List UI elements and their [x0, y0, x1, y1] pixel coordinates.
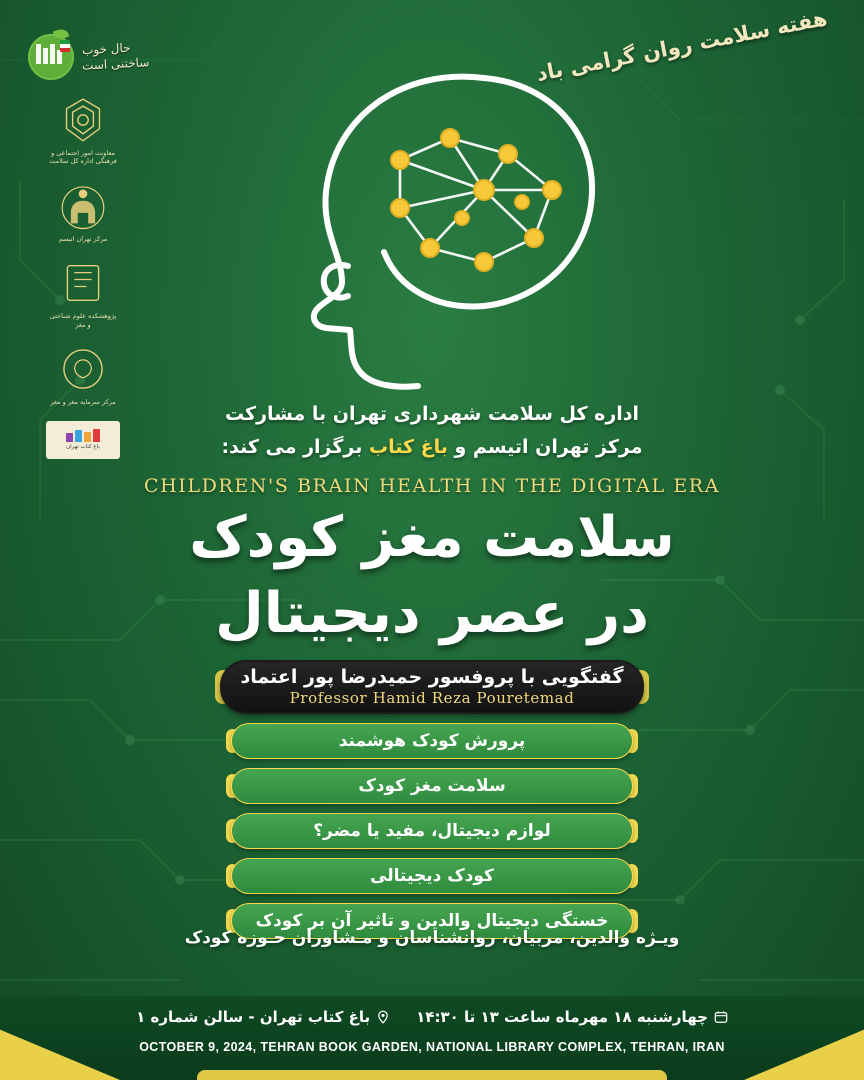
brand-slogan-line1: حال خوب [81, 40, 131, 58]
speaker-name-fa: گفتگویی با پروفسور حمیدرضا پور اعتماد [240, 665, 624, 688]
brand-slogan-line2: ساختنی است [81, 55, 150, 73]
footer-venue [136, 1008, 390, 1026]
organizer-lines [0, 398, 864, 465]
title-farsi [0, 500, 864, 651]
book-garden-caption: باغ کتاب تهران [66, 444, 100, 451]
autism-center-emblem-icon [57, 180, 109, 232]
speaker-name-en: Professor Hamid Reza Pouretemad [289, 689, 575, 708]
organizer-line-2c: برگزار می کند: [221, 436, 369, 459]
title-english: CHILDREN'S BRAIN HEALTH IN THE DIGITAL ERA [143, 475, 721, 497]
tehran-municipality-health-logo [49, 94, 117, 166]
shahid-beheshti-university-logo [49, 257, 117, 329]
list-item: کودک دیجیتالی [231, 858, 633, 894]
footer-bar [0, 996, 864, 1080]
logo-caption: مرکز تهران اتیسم [58, 234, 108, 243]
organizer-line-1: اداره کل سلامت شهرداری تهران با مشارکت [224, 403, 640, 425]
apple-health-icon [28, 34, 74, 80]
list-item: پرورش کودک هوشمند [231, 723, 633, 759]
leaf-icon [53, 27, 70, 41]
iran-flag-icon [60, 40, 70, 52]
footer-english-line: OCTOBER 9, 2024, TEHRAN BOOK GARDEN, NATIONAL LIBRARY COMPLEX, TEHRAN, IRAN [139, 1040, 725, 1054]
logo-caption: معاونت امور اجتماعی و فرهنگی اداره کل سلامت [49, 149, 117, 166]
brain-center-emblem-icon [57, 343, 109, 395]
audience-note: ویـژه والدین، مربیان، روانشناسان و مـشاوران حـوزه کودک [184, 928, 680, 948]
organizer-line-2 [0, 431, 864, 464]
organizer-line-2a: مرکز تهران اتیسم و [447, 436, 643, 459]
university-emblem-icon [57, 257, 109, 309]
brain-head-illustration [222, 42, 642, 422]
topics-list [0, 660, 864, 939]
footer-datetime [416, 1008, 728, 1026]
footer-venue-text: باغ کتاب تهران - سالن شماره ۱ [136, 1008, 371, 1026]
list-item: لوازم دیجیتال، مفید یا مضر؟ [231, 813, 633, 849]
footer-datetime-text: چهارشنبه ۱۸ مهرماه ساعت ۱۳ تا ۱۴:۳۰ [416, 1008, 708, 1026]
footer-accent-bar [197, 1070, 667, 1080]
tehran-autism-center-logo [49, 180, 117, 243]
list-item: سلامت مغز کودک [231, 768, 633, 804]
location-pin-icon [376, 1010, 390, 1024]
title-farsi-line2: در عصر دیجیتال [215, 580, 649, 646]
calendar-icon [714, 1010, 728, 1024]
list-item: خستگی دیجیتال والدین و تاثیر آن بر کودک [231, 903, 633, 939]
organizer-line-2b: باغ کتاب [368, 436, 448, 459]
logo-caption: پژوهشکده علوم شناختی و مغز [49, 312, 117, 329]
footer-details [0, 1008, 864, 1026]
logo-caption: مرکز سرمایه مغز و مغز [50, 398, 116, 407]
brand-logo [28, 34, 150, 80]
featured-speaker-pill [220, 660, 644, 714]
municipality-emblem-icon [57, 94, 109, 146]
title-farsi-line1: سلامت مغز کودک [189, 505, 675, 570]
logo-column [28, 34, 150, 459]
top-slogan: هفته سلامت روان گرامی باد [534, 6, 830, 86]
